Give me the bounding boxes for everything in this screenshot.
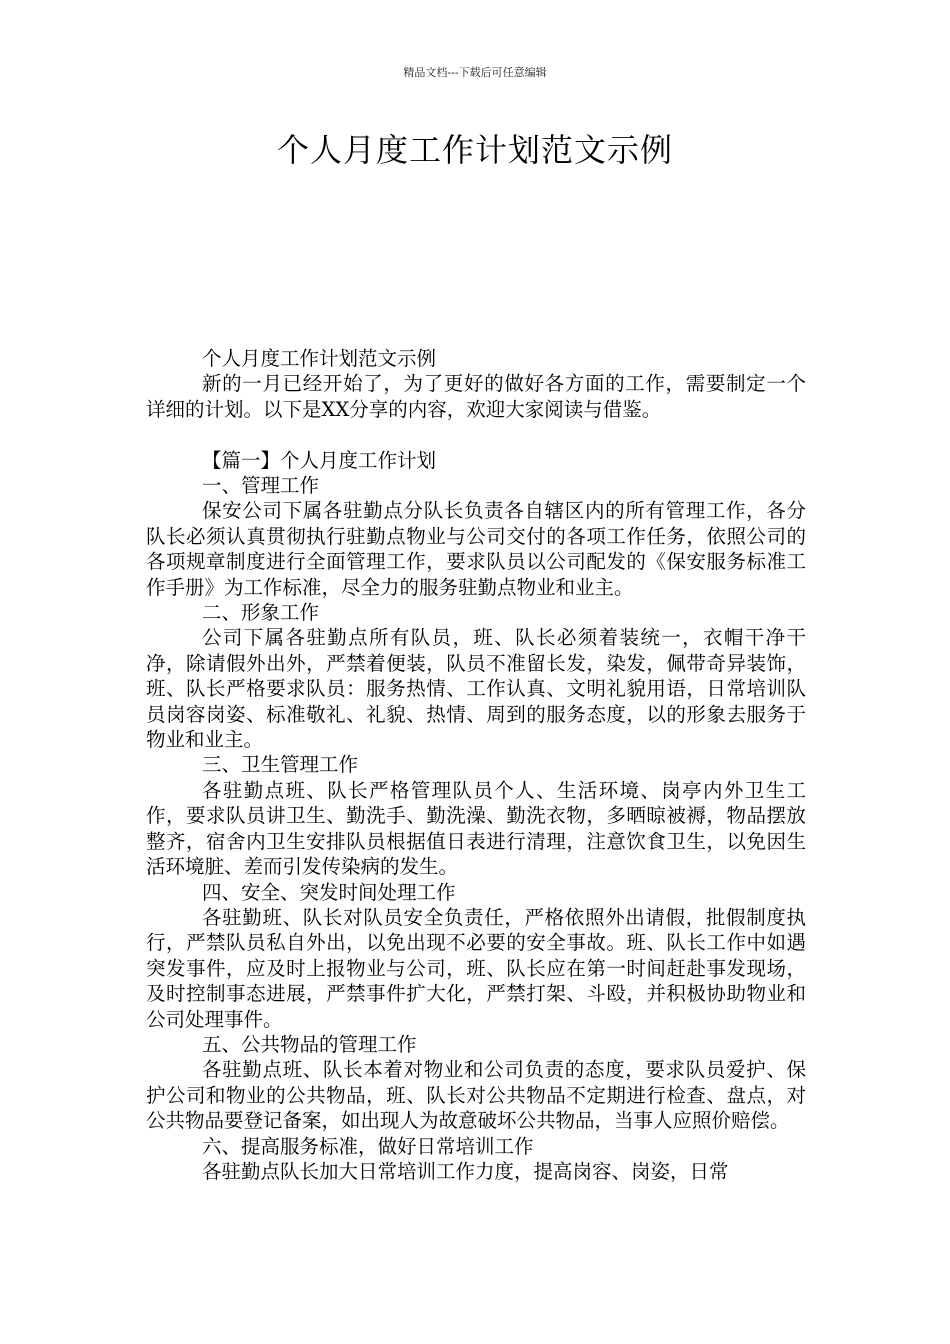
blank-line [146,422,806,447]
section-paragraph: 各驻勤点班、队长本着对物业和公司负责的态度，要求队员爱护、保护公司和物业的公共物品，班、队长对公共物品不定期进行检查、盘点，对公共物品要登记备案，如出现人为故意破坏公共物品，当事人应照价赔偿。 [146,1058,806,1133]
section-paragraph: 保安公司下属各驻勤点分队长负责各自辖区内的所有管理工作，各分队长必须认真贯彻执行驻勤点物业与公司交付的各项工作任务，依照公司的各项规章制度进行全面管理工作，要求队员以公司配发的《保安服务标准工作手册》为工作标准，尽全力的服务驻勤点物业和业主。 [146,499,806,599]
section-paragraph: 各驻勤班、队长对队员安全负责任，严格依照外出请假，批假制度执行，严禁队员私自外出，以免出现不必要的安全事故。班、队长工作中如遇突发事件，应及时上报物业与公司，班、队长应在第一时间赶赴事发现场，及时控制事态进展，严禁事件扩大化，严禁打架、斗殴，并积极协助物业和公司处理事件。 [146,905,806,1031]
document-body [146,346,806,1184]
section-paragraph: 各驻勤点队长加大日常培训工作力度，提高岗容、岗姿，日常 [202,1159,729,1183]
section-heading: 二、形象工作 [202,601,320,625]
intro-paragraph: 新的一月已经开始了，为了更好的做好各方面的工作，需要制定一个详细的计划。以下是XX分享的内容，欢迎大家阅读与借鉴。 [146,372,806,421]
section-heading: 五、公共物品的管理工作 [202,1032,417,1056]
article-heading: 【篇一】个人月度工作计划 [202,448,437,472]
section-heading: 一、管理工作 [202,474,320,498]
section-heading: 三、卫生管理工作 [202,753,359,777]
intro-subtitle: 个人月度工作计划范文示例 [202,347,437,370]
section-heading: 四、安全、突发时间处理工作 [202,880,456,904]
section-heading: 六、提高服务标准，做好日常培训工作 [202,1134,534,1158]
section-paragraph: 各驻勤点班、队长严格管理队员个人、生活环境、岗亭内外卫生工作，要求队员讲卫生、勤洗手、勤洗澡、勤洗衣物，多晒晾被褥，物品摆放整齐，宿舍内卫生安排队员根据值日表进行清理，注意饮食卫生，以免因生活环境脏、差而引发传染病的发生。 [146,778,806,879]
section-paragraph: 公司下属各驻勤点所有队员，班、队长必须着装统一，衣帽干净干净，除请假外出外，严禁着便装，队员不准留长发，染发，佩带奇异装饰，班、队长严格要求队员：服务热情、工作认真、文明礼貌用语，日常培训队员岗容岗姿、标准敬礼、礼貌、热情、周到的服务态度，以的形象去服务于物业和业主。 [146,626,806,752]
header-note: 精品文档---下载后可任意编辑 [403,66,547,79]
document-title: 个人月度工作计划范文示例 [276,131,673,169]
